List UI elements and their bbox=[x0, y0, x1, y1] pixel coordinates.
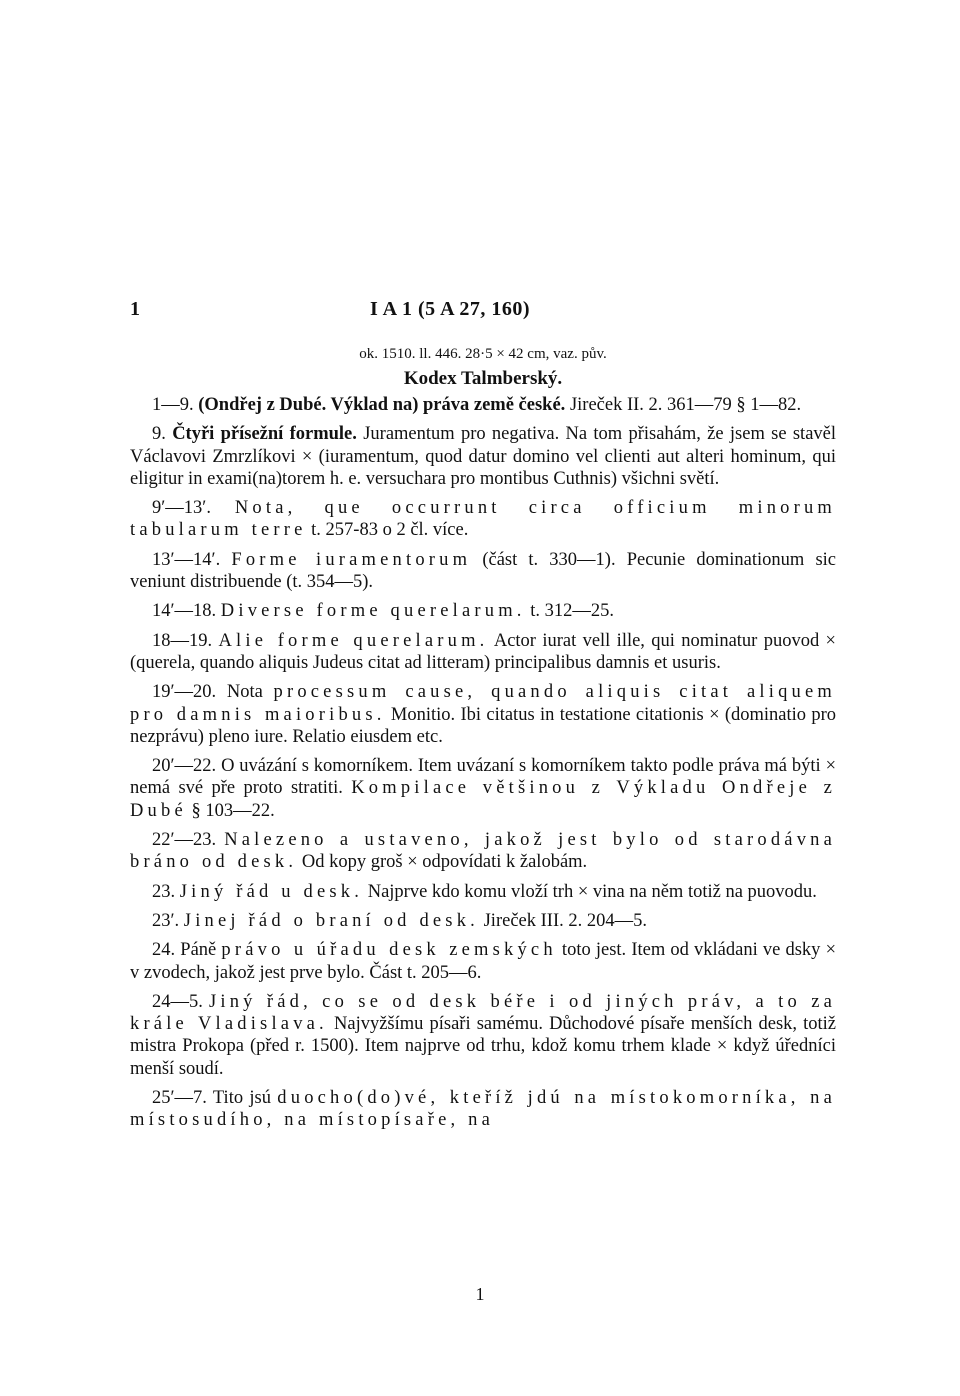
codex-description: ok. 1510. ll. 446. 28·5 × 42 cm, vaz. pův. bbox=[359, 346, 607, 362]
codex-title: Kodex Talmberský. bbox=[403, 368, 563, 389]
entry-heading: Forme iuramentorum bbox=[231, 549, 472, 570]
entry-text: t. 312—25. bbox=[525, 601, 615, 622]
entry-heading: processum cause, quando aliquis citat aliquem pro damnis maioribus. bbox=[130, 682, 836, 725]
content-entry bbox=[130, 497, 836, 542]
content-entry bbox=[130, 881, 836, 903]
content-entry bbox=[130, 1087, 836, 1132]
folio-range: 25′—7. bbox=[152, 1088, 213, 1109]
entry-heading: (Ondřej z Dubé. Výklad na) práva země české. bbox=[198, 395, 566, 415]
entry-text: Najprve kdo komu vloží trh × vina na něm totiž na puovodu. bbox=[363, 881, 817, 902]
entry-text: toto jest. Item od vkládani ve dsky × v zvodech, jakož jest prve bylo. Část t. 205—6. bbox=[130, 940, 837, 983]
folio-range: 24—5. bbox=[152, 991, 209, 1012]
entry-heading: Alie forme querelarum. bbox=[218, 630, 489, 651]
page-number: 1 bbox=[475, 1284, 485, 1304]
folio-range: 13′—14′. bbox=[152, 549, 232, 570]
content-listing bbox=[130, 394, 836, 1139]
entry-text: Jireček II. 2. 361—79 § 1—82. bbox=[565, 395, 802, 415]
entry-text: Monitio. Ibi citatus in testatione citationis × (dominatio pro nezprávu) pleno iure. Relatio eiusdem etc. bbox=[130, 704, 836, 747]
folio-range: 18—19. bbox=[152, 630, 219, 651]
content-entry bbox=[130, 991, 836, 1080]
entry-heading: Čtyři přísežní formule. bbox=[172, 424, 357, 445]
content-entry bbox=[130, 549, 836, 594]
folio-range: 9. bbox=[152, 424, 173, 445]
page-header bbox=[130, 298, 836, 328]
entry-heading: Nota, que occurrunt circa officium minorum tabularum terre bbox=[130, 498, 836, 541]
content-entry bbox=[130, 829, 836, 874]
entry-text: t. 257-83 o 2 čl. více. bbox=[306, 520, 469, 541]
entry-text: Páně bbox=[180, 940, 222, 961]
folio-range: 20′—22. bbox=[152, 756, 222, 777]
content-entry bbox=[130, 681, 836, 748]
entry-heading: Jiný řád, co se od desk béře i od jiných práv, a to za krále Vladislava. bbox=[130, 991, 837, 1035]
content-entry bbox=[130, 394, 836, 416]
content-entry bbox=[130, 600, 836, 622]
folio-range: 23′. bbox=[152, 910, 184, 931]
content-entry bbox=[130, 910, 836, 932]
entry-text: Najvyžšímu písaři samému. Důchodové písaře menších desk, totiž mistra Prokopa (před r. 1500). Item najprve od trhu, kdož komu trhem klade × když úředníci menší soudí. bbox=[130, 1014, 836, 1079]
entry-text: Tito jsú bbox=[212, 1088, 278, 1109]
entry-text: § 103—22. bbox=[186, 800, 275, 821]
entry-heading: Kompilace většinou z Výkladu Ondřeje z Dubé bbox=[130, 778, 837, 821]
entry-heading: právo u úřadu desk zemských bbox=[221, 940, 557, 961]
entry-heading: duocho(do)vé, kteříž jdú na místokomorníka, na místosudího, na místopísaře, na bbox=[130, 1088, 836, 1131]
content-entry bbox=[130, 630, 836, 675]
folio-range: 23. bbox=[152, 881, 180, 902]
content-entry bbox=[130, 755, 836, 822]
content-entry bbox=[130, 939, 836, 984]
entry-heading: Jinej řád o braní od desk. bbox=[183, 910, 479, 931]
entry-heading: Nalezeno a ustaveno, jakož jest bylo od starodávna bráno od desk. bbox=[130, 830, 837, 873]
shelf-mark: I A 1 (5 A 27, 160) bbox=[370, 298, 531, 320]
content-entry bbox=[130, 423, 836, 490]
entry-text: Nota bbox=[226, 682, 274, 703]
entry-text: O uvázání s komorníkem. Item uvázaní s komorníkem takto podle práva má býti × nemá své pře proto stratiti. bbox=[130, 756, 837, 799]
entry-text: Juramentum pro negativa. Na tom přisahám, že jsem se stavěl Václavovi Zmrzlíkovi × (iuramentum, quod datur domino vel clienti aut alteri hominum, qui eligitur in exami(na)torem h. e. versuchara pro montibus Cuthnis) všichni světí. bbox=[130, 424, 837, 489]
entry-heading: Diverse forme querelarum. bbox=[220, 601, 526, 622]
folio-range: 19′—20. bbox=[152, 682, 227, 703]
entry-number: 1 bbox=[130, 298, 140, 320]
folio-range: 9′—13′. bbox=[152, 498, 235, 519]
entry-text: Actor iurat vell ille, qui nominatur puovod × (querela, quando aliquis Judeus citat ad litteram) principalibus damnis et usuris. bbox=[130, 630, 836, 673]
folio-range: 24. bbox=[152, 940, 181, 961]
entry-text: Od kopy groš × odpovídati k žalobám. bbox=[297, 852, 588, 873]
folio-range: 1—9. bbox=[152, 395, 199, 415]
folio-range: 14′—18. bbox=[152, 601, 221, 622]
entry-text: Jireček III. 2. 204—5. bbox=[478, 910, 647, 931]
entry-text: (část t. 330—1). Pecunie dominationum sic veniunt distribuende (t. 354—5). bbox=[130, 549, 836, 593]
folio-range: 22′—23. bbox=[152, 830, 225, 851]
entry-heading: Jiný řád u desk. bbox=[179, 881, 364, 902]
